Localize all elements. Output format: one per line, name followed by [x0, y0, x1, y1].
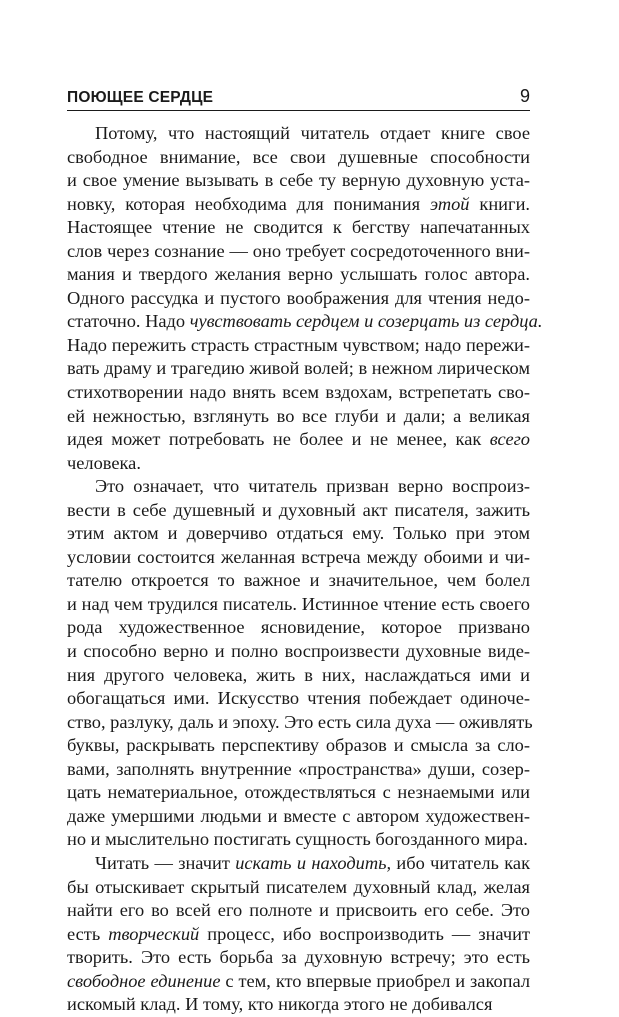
text-line	[67, 640, 530, 664]
text-line	[67, 522, 530, 546]
text-line	[67, 193, 530, 217]
body-text	[67, 122, 543, 1017]
paragraph	[67, 852, 530, 1017]
text-line	[67, 310, 543, 334]
text-run: буквы, раскрывать перспективу образов и смысла за сло-	[67, 735, 530, 756]
text-run: книги.	[469, 193, 531, 214]
paragraph	[67, 122, 543, 475]
text-line	[67, 616, 530, 640]
text-line	[67, 546, 530, 570]
text-run: тателю откроется то важное и значительное, чем болел	[67, 570, 530, 591]
text-line	[67, 169, 530, 193]
header-rule	[67, 110, 530, 111]
text-line	[67, 499, 530, 523]
text-line	[67, 122, 530, 146]
emphasis-text: свободное единение	[67, 970, 221, 991]
text-run: ния другого человека, жить в них, наслаждаться ими и	[67, 664, 530, 685]
text-line	[67, 405, 530, 429]
text-run: Надо пережить страсть страстным чувством; надо пережи-	[67, 334, 530, 355]
text-line	[67, 828, 530, 852]
emphasis-text: искать и находить,	[235, 852, 392, 873]
text-run: мания и твердого желания верно услышать голос автора.	[67, 264, 530, 285]
text-run: ство, разлуку, даль и эпоху. Это есть сила духа — оживлять	[67, 711, 533, 732]
emphasis-text: творческий	[108, 923, 200, 944]
text-line	[67, 805, 530, 829]
text-line	[67, 146, 530, 170]
text-run: процесс, ибо воспроизводить — значит	[199, 923, 530, 944]
text-run: найти его во всей его полноте и присвоить его себе. Это	[67, 900, 530, 921]
text-run: рода художественное ясновидение, которое призвано	[67, 617, 530, 638]
text-line	[67, 852, 530, 876]
text-line	[67, 334, 530, 358]
text-line	[67, 758, 530, 782]
text-run: и способно верно и полно воспроизвести духовные виде-	[67, 641, 530, 662]
text-run: есть	[67, 923, 109, 944]
text-line	[67, 711, 533, 735]
text-run: с тем, кто впервые приобрел и закопал	[220, 970, 530, 991]
text-line	[67, 923, 530, 947]
text-run: и над чем трудился писатель. Истинное чтение есть своего	[67, 593, 530, 614]
text-line	[67, 664, 530, 688]
text-line	[67, 569, 530, 593]
text-run: статочно. Надо	[67, 311, 190, 332]
paragraph	[67, 475, 533, 852]
text-run: творить. Это есть борьба за духовную встречу; это есть	[67, 947, 530, 968]
text-line	[67, 734, 530, 758]
text-line	[67, 593, 530, 617]
text-run: новку, которая необходима для понимания	[67, 193, 430, 214]
text-line	[67, 687, 530, 711]
text-line	[67, 475, 530, 499]
text-line	[67, 216, 530, 240]
text-run: и свое умение вызывать в себе ту верную духовную уста-	[67, 170, 530, 191]
text-line	[67, 781, 530, 805]
text-run: Потому, что настоящий читатель отдает книге свое	[95, 123, 530, 143]
text-line	[67, 263, 530, 287]
text-run: искомый клад. И тому, кто никогда этого не добивался	[67, 994, 493, 1015]
text-line	[67, 381, 530, 405]
text-run: идея может потребовать не более и не менее, как	[67, 429, 490, 450]
page-number: 9	[519, 86, 530, 106]
page-header	[67, 87, 530, 109]
text-run: Настоящее чтение не сводится к бегству напечатанных	[67, 217, 530, 238]
text-line	[67, 970, 530, 994]
text-run: Одного рассудка и пустого воображения для чтения недо-	[67, 287, 530, 308]
text-line	[67, 876, 530, 900]
text-run: стихотворении надо внять всем вздохам, встрепетать сво-	[67, 382, 530, 403]
running-title: ПОЮЩЕЕ СЕРДЦЕ	[67, 89, 214, 106]
text-line	[67, 993, 530, 1017]
text-line	[67, 357, 530, 381]
text-run: вами, заполнять внутренние «пространства» души, созер-	[67, 758, 530, 779]
text-run: даже умершими людьми и вместе с автором художествен-	[67, 805, 530, 826]
text-line	[67, 946, 530, 970]
text-run: этим актом и доверчиво отдаться ему. Только при этом	[67, 523, 530, 544]
text-run: вести в себе душевный и духовный акт писателя, зажить	[67, 499, 530, 520]
text-run: ибо читатель как	[391, 852, 530, 873]
text-run: ей нежностью, взглянуть во все глуби и дали; а великая	[67, 405, 530, 426]
text-line	[67, 452, 530, 476]
emphasis-text: этой	[429, 193, 470, 214]
emphasis-text: всего	[489, 429, 530, 450]
text-run: Читать — значит	[95, 852, 236, 873]
text-run: бы отыскивает скрытый писателем духовный клад, желая	[67, 876, 530, 897]
text-run: человека.	[67, 452, 141, 473]
text-run: вать драму и трагедию живой волей; в нежном лирическом	[67, 358, 530, 379]
text-run: слов через сознание — оно требует сосредоточенного вни-	[67, 240, 530, 261]
text-run: но и мыслительно постигать сущность богозданного мира.	[67, 829, 528, 850]
emphasis-text: чувствовать сердцем и созерцать из сердца.	[189, 311, 543, 332]
text-line	[67, 287, 530, 311]
text-line	[67, 428, 530, 452]
text-run: обогащаться ими. Искусство чтения побеждает одиноче-	[67, 688, 530, 709]
text-line	[67, 899, 530, 923]
text-run: цать нематериальное, отождествляться с незнаемыми или	[67, 782, 530, 803]
text-run: условии состоится желанная встреча между обоими и чи-	[67, 546, 530, 567]
text-run: Это означает, что читатель призван верно воспроиз-	[95, 476, 530, 497]
text-line	[67, 240, 530, 264]
text-run: свободное внимание, все свои душевные способности	[67, 146, 530, 167]
